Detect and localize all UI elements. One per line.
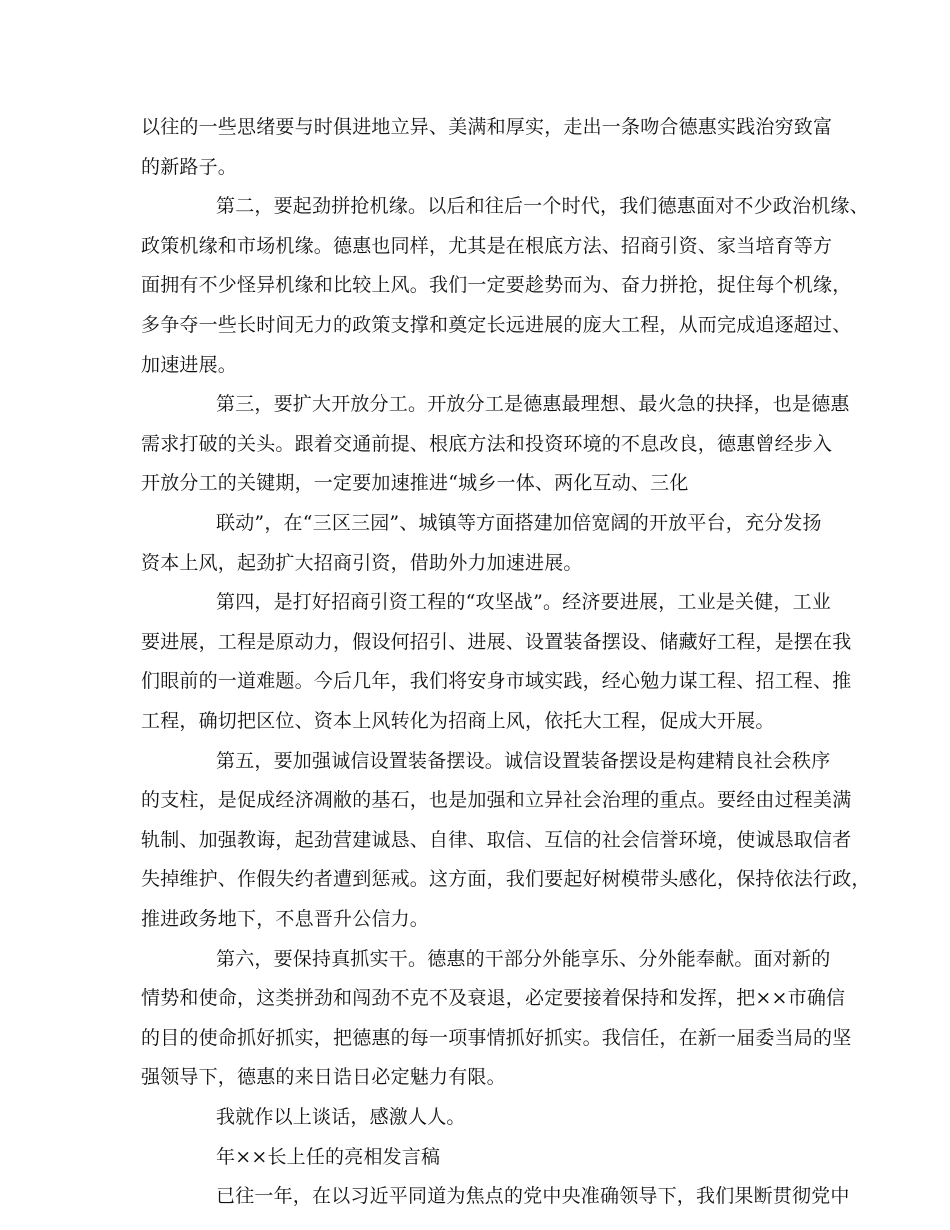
paragraph-line: 轨制、加强教诲，起劲营建诚恳、自律、取信、互信的社会信誉环境，使诚恳取信者 [141, 828, 852, 851]
paragraph-start-line: 第二，要起劲拼抢机缘。以后和往后一个时代，我们德惠面对不少政治机缘、 [216, 195, 869, 218]
paragraph-line: 情势和使命，这类拼劲和闯劲不克不及衰退，必定要接着保持和发挥，把××市确信 [141, 987, 846, 1010]
paragraph-line: 政策机缘和市场机缘。德惠也同样，尤其是在根底方法、招商引资、家当培育等方 [141, 234, 833, 257]
paragraph-start-line: 联动”，在“三区三园”、城镇等方面搭建加倍宽阔的开放平台，充分发扬 [216, 512, 822, 534]
paragraph-start-line: 已往一年，在以习近平同道为焦点的党中央准确领导下，我们果断贯彻党中 [216, 1185, 850, 1208]
paragraph-line: 需求打破的关头。跟着交通前提、根底方法和投资环境的不息改良，德惠曾经步入 [141, 432, 833, 455]
paragraph-start-line: 第五，要加强诚信设置装备摆设。诚信设置装备摆设是构建精良社会秩序 [216, 749, 831, 772]
paragraph-line: 加速进展。 [141, 353, 238, 376]
paragraph-line: 以往的一些思绪要与时俱进地立异、美满和厚实，走出一条吻合德惠实践治穷致富 [141, 116, 833, 138]
paragraph-start-line: 第三，要扩大开放分工。开放分工是德惠最理想、最火急的抉择，也是德惠 [216, 393, 850, 416]
paragraph-start-line: 我就作以上谈话，感激人人。 [216, 1106, 466, 1128]
paragraph-line: 要进展，工程是原动力，假设何招引、进展、设置装备摆设、储藏好工程，是摆在我 [141, 630, 852, 653]
paragraph-line: 的目的使命抓好抓实，把德惠的每一项事情抓好抓实。我信任，在新一届委当局的坚 [141, 1026, 852, 1049]
paragraph-line: 的支柱，是促成经济凋敝的基石，也是加强和立异社会治理的重点。要经由过程美满 [141, 789, 852, 812]
paragraph-line: 推进政务地下，不息晋升公信力。 [141, 908, 430, 930]
paragraph-start-line: 第六，要保持真抓实干。德惠的干部分外能享乐、分外能奉献。面对新的 [216, 947, 831, 970]
paragraph-start-line: 第四，是打好招商引资工程的“攻坚战”。经济要进展，工业是关健，工业 [216, 591, 832, 614]
paragraph-start-line: 年××长上任的亮相发言稿 [216, 1145, 441, 1168]
paragraph-line: 面拥有不少怪异机缘和比较上风。我们一定要趁势而为、奋力拼抢，捉住每个机缘， [141, 274, 852, 297]
paragraph-line: 开放分工的关键期，一定要加速推进“城乡一体、两化互动、三化 [141, 472, 689, 495]
paragraph-line: 强领导下，德惠的来日诰日必定魅力有限。 [141, 1066, 506, 1089]
paragraph-line: 们眼前的一道难题。今后几年，我们将安身市域实践，经心勉力谋工程、招工程、推 [141, 670, 852, 693]
paragraph-line: 工程，确切把区位、资本上风转化为招商上风，依托大工程，促成大开展。 [141, 710, 775, 732]
paragraph-line: 资本上风，起劲扩大招商引资，借助外力加速进展。 [141, 551, 583, 574]
paragraph-line: 的新路子。 [141, 155, 238, 178]
paragraph-line: 失掉维护、作假失约者遭到惩戒。这方面，我们要起好树模带头感化，保持依法行政， [141, 868, 871, 891]
paragraph-line: 多争夺一些长时间无力的政策支撑和奠定长远进展的庞大工程，从而完成追逐超过、 [141, 314, 852, 336]
